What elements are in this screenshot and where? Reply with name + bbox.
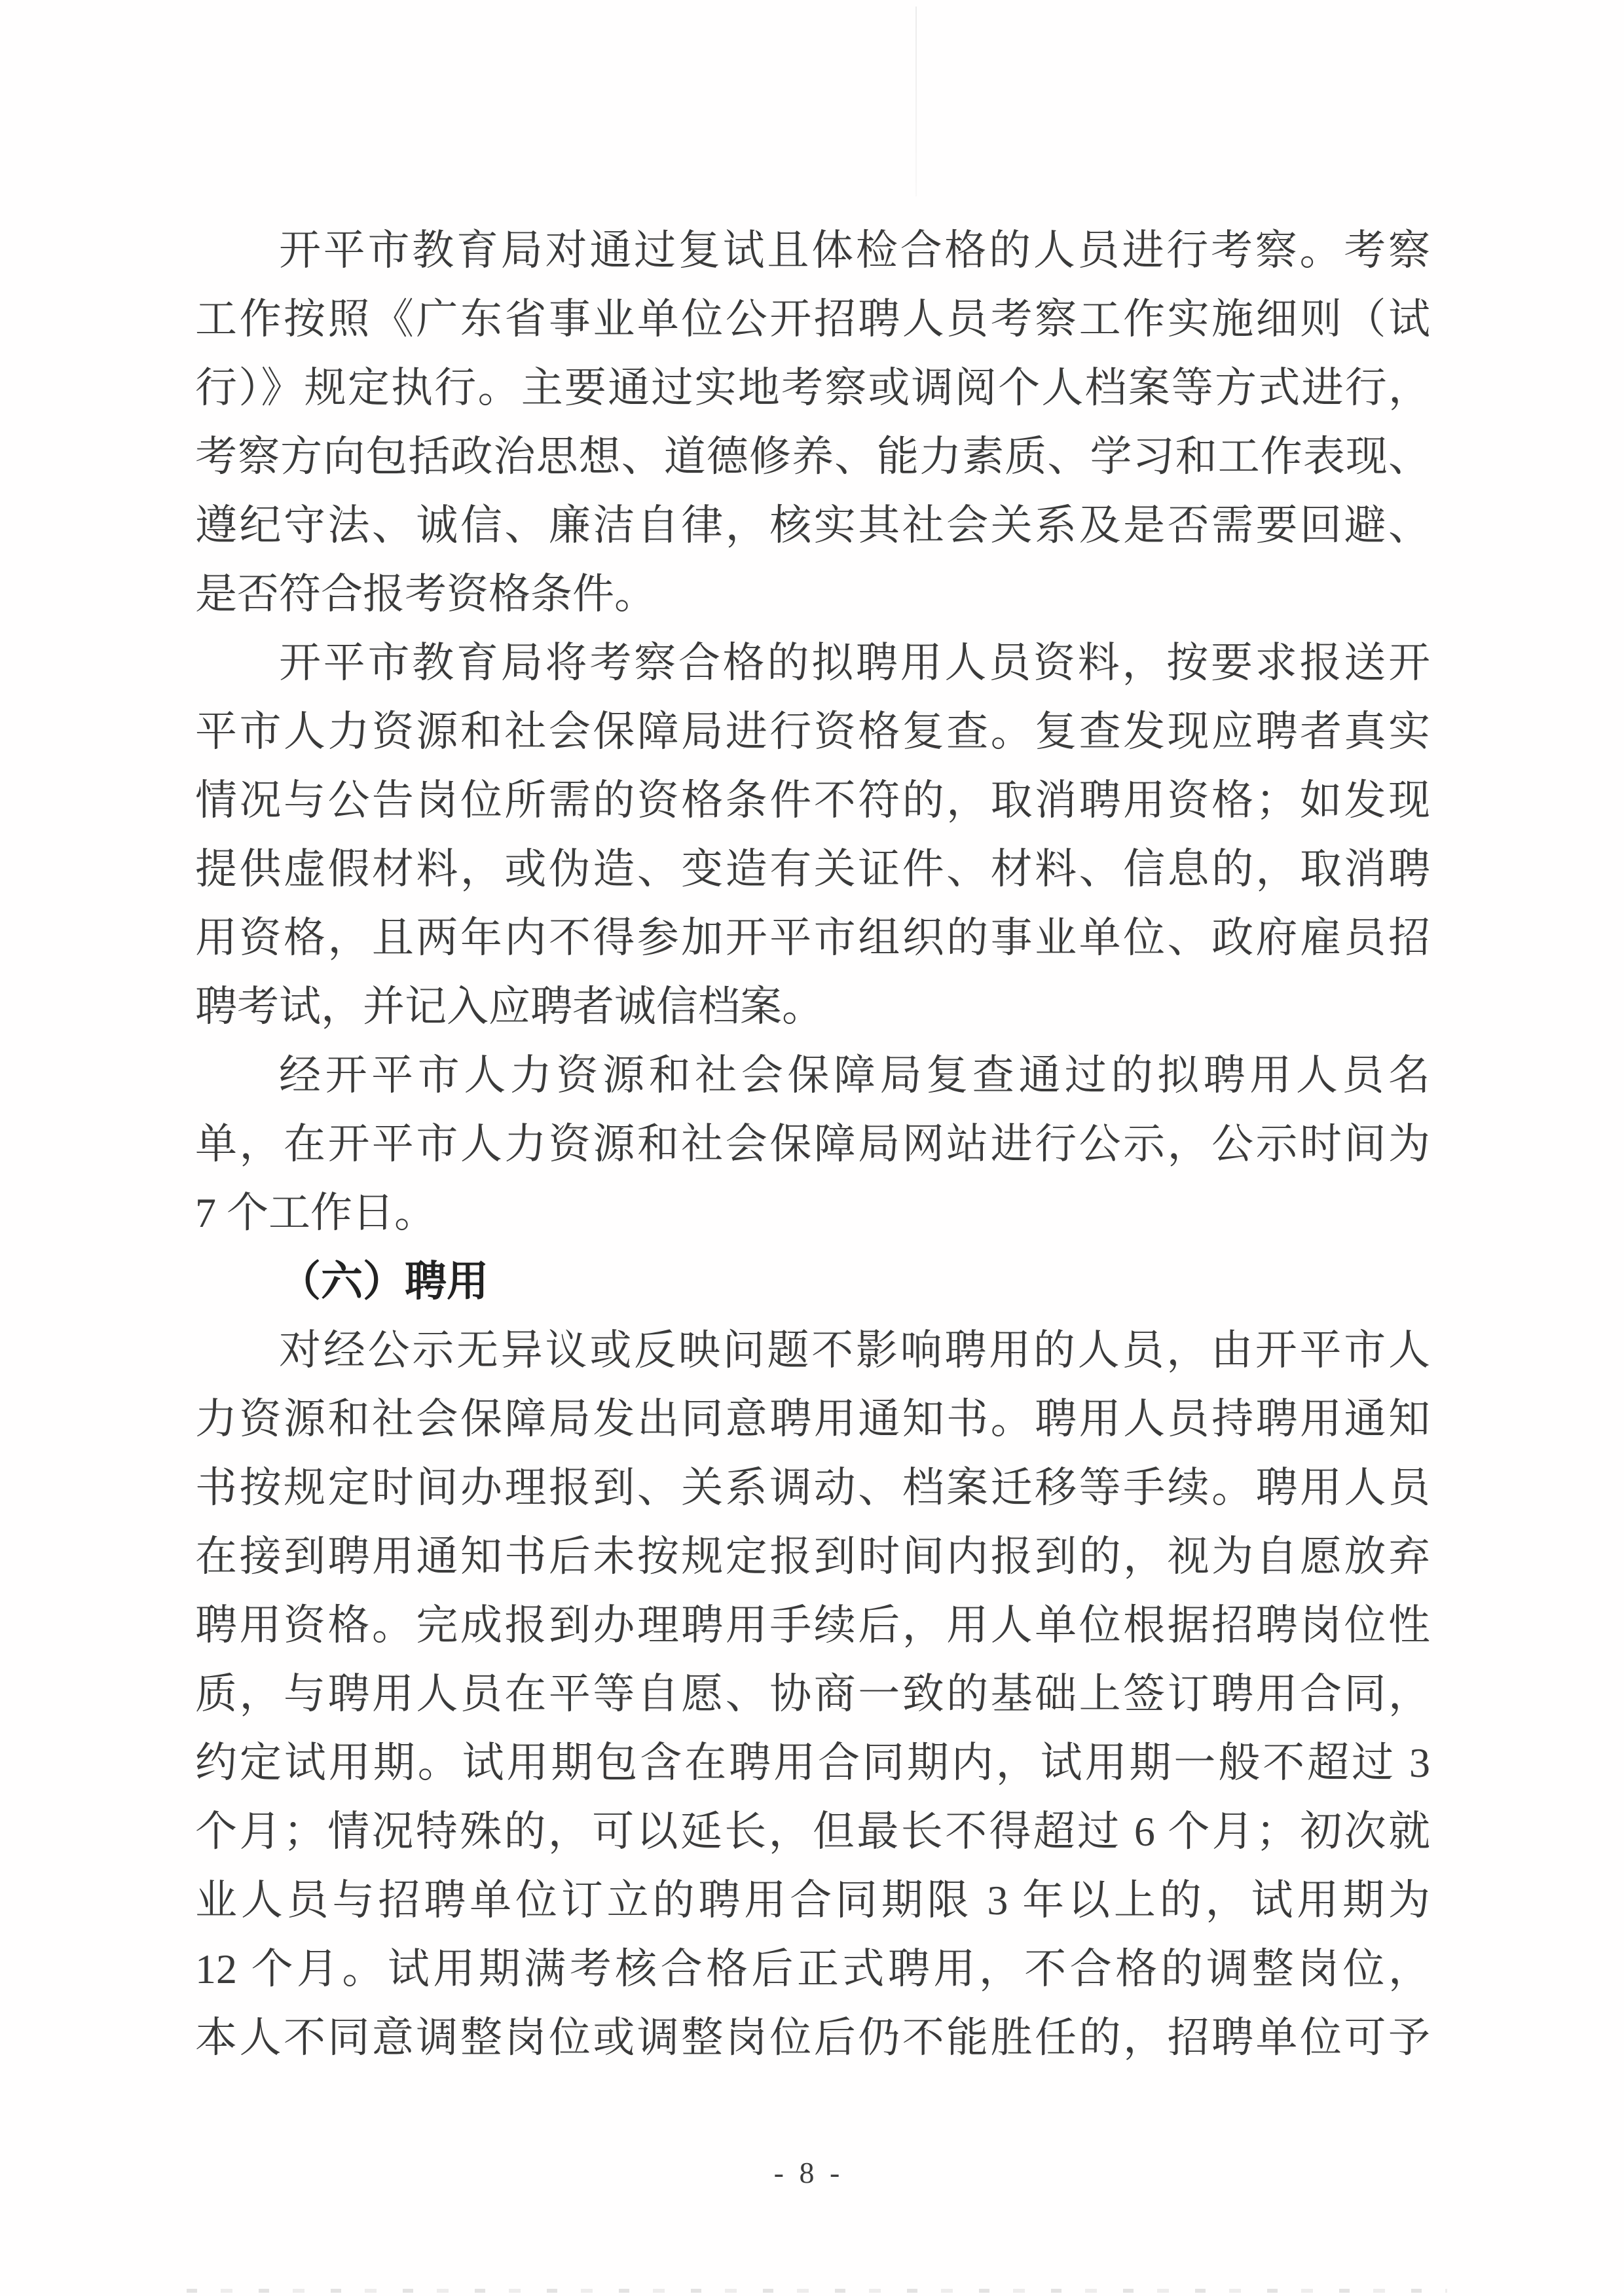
text-line: 开平市教育局将考察合格的拟聘用人员资料，按要求报送开 bbox=[279, 640, 1430, 686]
text-line: 对经公示无异议或反映问题不影响聘用的人员，由开平市人 bbox=[279, 1327, 1430, 1374]
text-line: 平市人力资源和社会保障局进行资格复查。复查发现应聘者真实 bbox=[195, 708, 1430, 755]
text-line: 书按规定时间办理报到、关系调动、档案迁移等手续。聘用人员 bbox=[195, 1465, 1430, 1511]
text-line: 用资格，且两年内不得参加开平市组织的事业单位、政府雇员招 bbox=[195, 915, 1430, 961]
scan-scratch-artifact bbox=[915, 7, 917, 196]
section-heading: （六）聘用 bbox=[279, 1258, 489, 1305]
text-line: 在接到聘用通知书后未按规定报到时间内报到的，视为自愿放弃 bbox=[195, 1533, 1430, 1580]
text-line: 是否符合报考资格条件。 bbox=[195, 571, 656, 617]
text-line: 质，与聘用人员在平等自愿、协商一致的基础上签订聘用合同， bbox=[195, 1671, 1430, 1717]
text-line: 约定试用期。试用期包含在聘用合同期内，试用期一般不超过 3 bbox=[195, 1740, 1430, 1786]
text-line: 业人员与招聘单位订立的聘用合同期限 3 年以上的，试用期为 bbox=[195, 1877, 1430, 1923]
text-line: 聘用资格。完成报到办理聘用手续后，用人单位根据招聘岗位性 bbox=[195, 1602, 1430, 1649]
text-line: 情况与公告岗位所需的资格条件不符的，取消聘用资格；如发现 bbox=[195, 777, 1430, 824]
text-line: 个月；情况特殊的，可以延长，但最长不得超过 6 个月；初次就 bbox=[195, 1808, 1430, 1855]
document-text bbox=[195, 216, 1430, 2072]
text-line: 遵纪守法、诚信、廉洁自律，核实其社会关系及是否需要回避、 bbox=[195, 502, 1430, 549]
text-line: 提供虚假材料，或伪造、变造有关证件、材料、信息的，取消聘 bbox=[195, 846, 1430, 892]
text-line: 7 个工作日。 bbox=[195, 1190, 436, 1236]
page-number: - 8 - bbox=[773, 2156, 844, 2189]
text-line: 聘考试，并记入应聘者诚信档案。 bbox=[195, 983, 824, 1030]
text-line: 考察方向包括政治思想、道德修养、能力素质、学习和工作表现、 bbox=[195, 433, 1430, 480]
text-line: 单，在开平市人力资源和社会保障局网站进行公示，公示时间为 bbox=[195, 1121, 1430, 1167]
text-line: 12 个月。试用期满考核合格后正式聘用，不合格的调整岗位， bbox=[195, 1946, 1430, 1992]
text-line: 本人不同意调整岗位或调整岗位后仍不能胜任的，招聘单位可予 bbox=[195, 2014, 1430, 2061]
text-line: 工作按照《广东省事业单位公开招聘人员考察工作实施细则（试 bbox=[195, 296, 1430, 342]
text-line: 行）》规定执行。主要通过实地考察或调阅个人档案等方式进行， bbox=[195, 365, 1430, 411]
scan-artifact-bottom bbox=[187, 2289, 1447, 2293]
text-line: 力资源和社会保障局发出同意聘用通知书。聘用人员持聘用通知 bbox=[195, 1396, 1430, 1442]
text-line: 经开平市人力资源和社会保障局复查通过的拟聘用人员名 bbox=[279, 1052, 1430, 1099]
text-line: 开平市教育局对通过复试且体检合格的人员进行考察。考察 bbox=[279, 227, 1430, 274]
